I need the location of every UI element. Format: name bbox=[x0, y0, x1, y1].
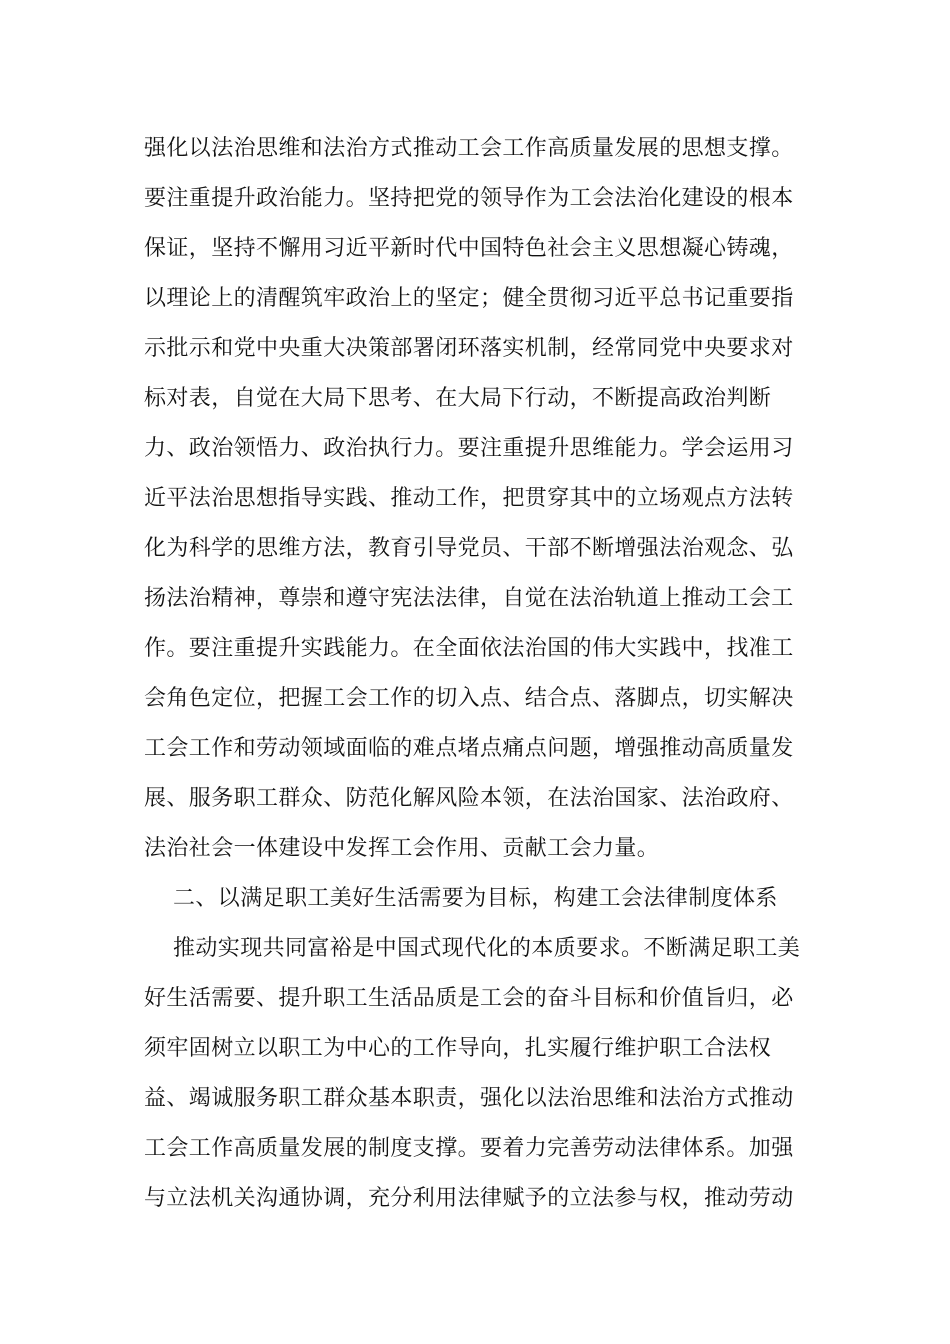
text-line: 法治社会一体建设中发挥工会作用、贡献工会力量。 bbox=[144, 836, 660, 861]
text-line: 保证，坚持不懈用习近平新时代中国特色社会主义思想凝心铸魂， bbox=[144, 236, 794, 261]
text-line: 以理论上的清醒筑牢政治上的坚定；健全贯彻习近平总书记重要指 bbox=[144, 286, 794, 311]
text-line: 要注重提升政治能力。坚持把党的领导作为工会法治化建设的根本 bbox=[144, 186, 794, 211]
text-line: 化为科学的思维方法，教育引导党员、干部不断增强法治观念、弘 bbox=[144, 536, 794, 561]
text-line: 会角色定位，把握工会工作的切入点、结合点、落脚点，切实解决 bbox=[144, 686, 794, 711]
text-line: 强化以法治思维和法治方式推动工会工作高质量发展的思想支撑。 bbox=[144, 136, 794, 161]
body-text bbox=[144, 124, 809, 1224]
text-line: 展、服务职工群众、防范化解风险本领，在法治国家、法治政府、 bbox=[144, 786, 794, 811]
text-line: 工会工作和劳动领域面临的难点堵点痛点问题，增强推动高质量发 bbox=[144, 736, 794, 761]
text-line: 作。要注重提升实践能力。在全面依法治国的伟大实践中，找准工 bbox=[144, 636, 794, 661]
text-line: 近平法治思想指导实践、推动工作，把贯穿其中的立场观点方法转 bbox=[144, 486, 794, 511]
text-line: 与立法机关沟通协调，充分利用法律赋予的立法参与权，推动劳动 bbox=[144, 1186, 794, 1211]
text-line: 扬法治精神，尊崇和遵守宪法法律，自觉在法治轨道上推动工会工 bbox=[144, 586, 794, 611]
text-line: 好生活需要、提升职工生活品质是工会的奋斗目标和价值旨归，必 bbox=[144, 986, 794, 1011]
text-line: 推动实现共同富裕是中国式现代化的本质要求。不断满足职工美 bbox=[173, 936, 801, 961]
text-line: 益、竭诚服务职工群众基本职责，强化以法治思维和法治方式推动 bbox=[144, 1086, 794, 1111]
text-line: 标对表，自觉在大局下思考、在大局下行动，不断提高政治判断 bbox=[144, 386, 772, 411]
text-line: 力、政治领悟力、政治执行力。要注重提升思维能力。学会运用习 bbox=[144, 436, 794, 461]
text-line: 工会工作高质量发展的制度支撑。要着力完善劳动法律体系。加强 bbox=[144, 1136, 794, 1161]
text-line: 示批示和党中央重大决策部署闭环落实机制，经常同党中央要求对 bbox=[144, 336, 794, 361]
text-line: 须牢固树立以职工为中心的工作导向，扎实履行维护职工合法权 bbox=[144, 1036, 772, 1061]
section-heading: 二、以满足职工美好生活需要为目标，构建工会法律制度体系 bbox=[173, 886, 778, 911]
